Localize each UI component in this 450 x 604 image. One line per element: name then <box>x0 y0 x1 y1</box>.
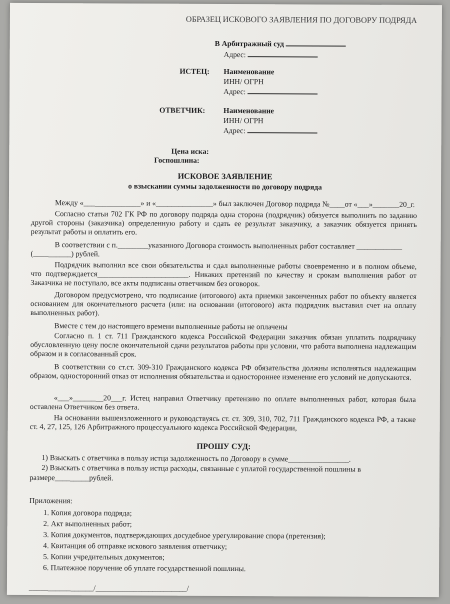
plaintiff-label: ИСТЕЦ: <box>179 66 210 76</box>
paragraph-cost-rubles: (__________) рублей. <box>30 248 100 259</box>
plaintiff-inn-label: ИНН/ ОГРН <box>223 76 264 87</box>
defendant-address: Адрес: <box>223 126 317 135</box>
document-page <box>7 3 442 597</box>
paragraph-unpaid: Вместе с тем до настоящего времени выполненные работы не оплачены <box>54 321 288 332</box>
attachment-item: 4. Квитанция об отправке искового заявления ответчику; <box>43 541 228 552</box>
paragraph-cost: В соответствии с п.________указанного Договора стоимость выполненных работ составляет ____________ <box>54 240 403 251</box>
paragraph-parties: Между «_______________» и «_______________» был заключен Договор подряда №____от «___»_______20_г. <box>54 198 415 209</box>
paragraph-grounds: На основании вышеизложенного и руководствуясь ст. ст. 309, 310, 702, 711 Гражданского кодекса РФ, а также ст. 4, 27, 125, 126 Арбитражного процессуального кодекса Российской Федерации, <box>29 413 416 433</box>
request-heading: ПРОШУ СУД: <box>196 441 251 452</box>
paragraph-article-702: Согласно статьи 702 ГК РФ по договору подряда одна сторона (подрядчик) обязуется выполнить по заданию другой стороны (заказчика) определенную работу и сдать ее результат заказчику, а заказчик обязуется принять результат работы и оплатить его. <box>30 209 417 237</box>
paragraph-performed: Подрядчик выполнил все свои обязательства и сдал выполненные работы своевременно и в полном объеме, что подтверждается________________________. Никаких претензий по качеству и срокам выполнения работ от Заказчика не поступало, все акты подписаны ответчиком без оговорок. <box>30 260 417 289</box>
state-fee-label: Госпошлина: <box>154 155 200 165</box>
plaintiff-name-label: Наименование <box>223 66 275 77</box>
attachments-label: Приложения: <box>29 495 73 506</box>
request-item-fee: 2) Взыскать с ответчика в пользу истца расходы, связанные с уплатой государственной пошлины в <box>41 463 361 474</box>
defendant-inn-label: ИНН/ ОГРН <box>223 115 264 126</box>
paragraph-claim-letter: «___»________20___г. Истец направил Ответчику претензию по оплате выполненных работ, которая была оставлена Ответчиком без ответа. <box>29 393 416 412</box>
attachment-item: 5. Копии учредительных документов; <box>43 552 165 562</box>
court-address: Адрес: <box>224 50 318 59</box>
plaintiff-address: Адрес: <box>224 87 318 96</box>
document-title: ОБРАЗЕЦ ИСКОВОГО ЗАЯВЛЕНИЯ ПО ДОГОВОРУ ПОДРЯДА <box>185 14 418 26</box>
attachment-item: 3. Копия документов, подтверждающих досудебное урегулирование спора (претензия); <box>43 530 326 541</box>
signature-line: _________________/________________________/ <box>28 582 189 593</box>
claim-subheading: о взыскании суммы задолженности по договору подряда <box>128 181 322 192</box>
paragraph-acceptance-act: Договором предусмотрено, что подписание (итогового) акта приемки законченных работ по объекту является основанием для окончательного расчета (или: на основании (итогового) акта подрядчик выставил счет на оплату выполненных работ). <box>30 290 417 318</box>
defendant-label: ОТВЕТЧИК: <box>159 105 206 115</box>
paragraph-articles-309-310: В соответствии со ст.ст. 309-310 Гражданского кодекса РФ обязательства должны исполняться надлежащим образом, односторонний отказ от исполнения обязательства и одностороннее изменение его условий не допускаются. <box>30 362 417 382</box>
paragraph-article-711: Согласно п. 1 ст. 711 Гражданского кодекса Российской Федерации заказчик обязан уплатить подрядчику обусловленную цену после окончательной сдачи результатов работы при условии, что работа выполнена надлежащим образом и в согласованный срок. <box>30 331 417 359</box>
claim-heading: ИСКОВОЕ ЗАЯВЛЕНИЕ <box>177 171 273 182</box>
request-item-fee-amount: размере_________рублей. <box>29 472 114 483</box>
attachment-item: 1. Копия договора подряда; <box>43 508 132 518</box>
request-item-debt: 1) Взыскать с ответчика в пользу истца задолженность по Договору в сумме________________. <box>41 453 351 464</box>
attachment-item: 2. Акт выполненных работ; <box>43 519 132 529</box>
attachment-item: 6. Платежное поручение об уплате государственной пошлины. <box>43 563 246 574</box>
claim-price-label: Цена иска: <box>171 146 209 156</box>
court-label: В Арбитражный суд <box>215 39 346 49</box>
defendant-name-label: Наименование <box>223 105 275 116</box>
